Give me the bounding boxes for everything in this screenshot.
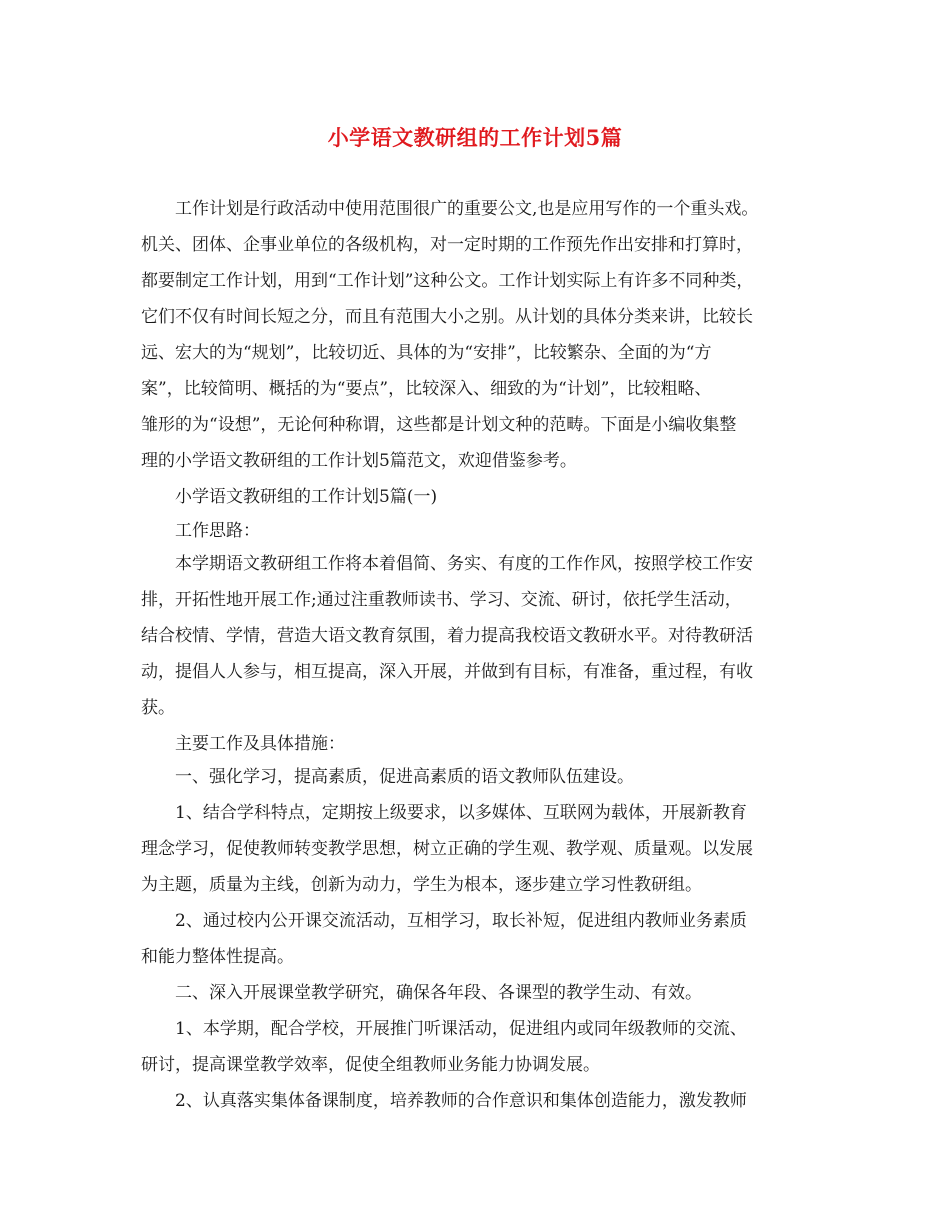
paragraph-line: 案”，比较简明、概括的为“要点”，比较深入、细致的为“计划”，比较粗略、 [141, 379, 712, 399]
paragraph-line: 结合校情、学情，营造大语文教育氛围，着力提高我校语文教研水平。对待教研活 [141, 626, 753, 646]
paragraph-line: 理念学习，促使教师转变教学思想，树立正确的学生观、教学观、质量观。以发展 [141, 839, 753, 859]
paragraph-line: 主要工作及具体措施： [175, 734, 345, 754]
section-heading: 小学语文教研组的工作计划5篇(一) [175, 487, 438, 507]
paragraph-line: 远、宏大的为“规划”，比较切近、具体的为“安排”，比较繁杂、全面的为“方 [141, 343, 712, 363]
paragraph-line: 它们不仅有时间长短之分，而且有范围大小之别。从计划的具体分类来讲，比较长 [141, 307, 753, 327]
paragraph-line: 排，开拓性地开展工作;通过注重教师读书、学习、交流、研讨，依托学生活动， [141, 590, 742, 610]
paragraph-line: 雏形的为“设想”，无论何种称谓，这些都是计划文种的范畴。下面是小编收集整 [141, 415, 737, 435]
paragraph-line: 本学期语文教研组工作将本着倡简、务实、有度的工作作风，按照学校工作安 [175, 554, 753, 574]
paragraph-line: 理的小学语文教研组的工作计划5篇范文，欢迎借鉴参考。 [141, 451, 577, 471]
paragraph-line: 和能力整体性提高。 [141, 947, 294, 967]
paragraph-line: 1、结合学科特点，定期按上级要求，以多媒体、互联网为载体，开展新教育 [175, 803, 747, 823]
paragraph-line: 工作思路： [175, 521, 260, 541]
paragraph-line: 研讨，提高课堂教学效率，促使全组教师业务能力协调发展。 [141, 1055, 600, 1075]
paragraph-line: 获。 [141, 698, 175, 718]
paragraph-line: 动，提倡人人参与，相互提高，深入开展，并做到有目标，有准备，重过程，有收 [141, 662, 753, 682]
paragraph-line: 2、认真落实集体备课制度，培养教师的合作意识和集体创造能力，激发教师 [175, 1091, 747, 1111]
document-title: 小学语文教研组的工作计划5篇 [327, 125, 623, 150]
paragraph-line: 机关、团体、企事业单位的各级机构，对一定时期的工作预先作出安排和打算时， [141, 235, 753, 255]
paragraph-line: 2、通过校内公开课交流活动，互相学习，取长补短，促进组内教师业务素质 [175, 911, 747, 931]
paragraph-line: 工作计划是行政活动中使用范围很广的重要公文,也是应用写作的一个重头戏。 [175, 199, 759, 219]
paragraph-line: 1、本学期，配合学校，开展推门听课活动，促进组内或同年级教师的交流、 [175, 1019, 747, 1039]
paragraph-line: 为主题，质量为主线，创新为动力，学生为根本，逐步建立学习性教研组。 [141, 875, 702, 895]
paragraph-line: 一、强化学习，提高素质，促进高素质的语文教师队伍建设。 [175, 767, 634, 787]
paragraph-line: 二、深入开展课堂教学研究，确保各年段、各课型的教学生动、有效。 [175, 983, 702, 1003]
paragraph-line: 都要制定工作计划，用到“工作计划”这种公文。工作计划实际上有许多不同种类， [141, 271, 754, 291]
